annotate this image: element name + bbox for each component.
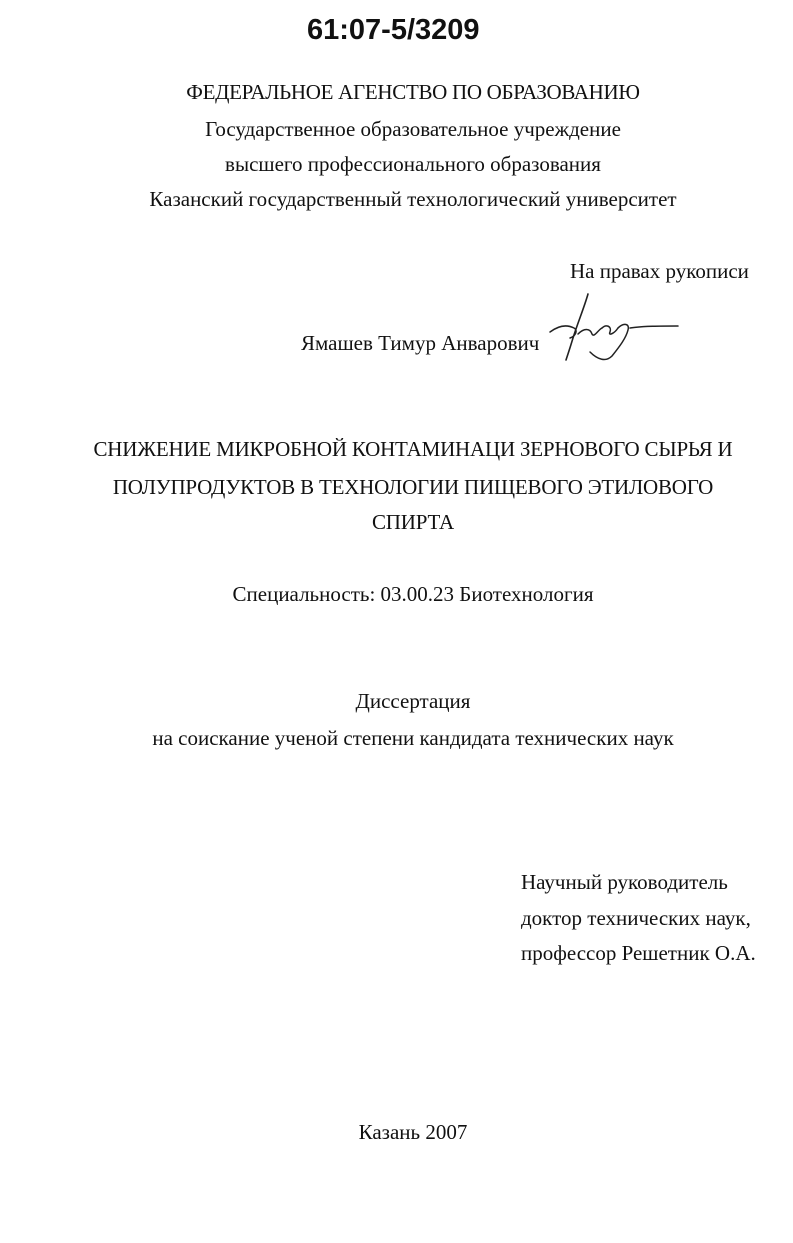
institution-line-2: высшего профессионального образования [225, 152, 601, 176]
supervisor-role: Научный руководитель [521, 870, 728, 894]
signature-icon [548, 290, 683, 365]
title-line-1: СНИЖЕНИЕ МИКРОБНОЙ КОНТАМИНАЦИ ЗЕРНОВОГО СЫРЬЯ И [93, 437, 733, 461]
catalog-number: 61:07-5/3209 [307, 14, 480, 46]
agency-heading: ФЕДЕРАЛЬНОЕ АГЕНСТВО ПО ОБРАЗОВАНИЮ [186, 80, 640, 104]
university-name: Казанский государственный технологический университет [149, 187, 677, 211]
institution-line-1: Государственное образовательное учреждение [205, 117, 621, 141]
dissertation-label: Диссертация [355, 689, 471, 713]
specialty: Специальность: 03.00.23 Биотехнология [232, 582, 594, 606]
supervisor-name: профессор Решетник О.А. [521, 941, 756, 965]
author-name: Ямашев Тимур Анварович [301, 331, 540, 355]
title-line-2: ПОЛУПРОДУКТОВ В ТЕХНОЛОГИИ ПИЩЕВОГО ЭТИЛОВОГО [112, 475, 714, 499]
degree-statement: на соискание ученой степени кандидата технических наук [152, 726, 674, 750]
title-line-3: СПИРТА [371, 510, 455, 534]
city-year: Казань 2007 [358, 1120, 468, 1144]
supervisor-degree: доктор технических наук, [521, 906, 751, 930]
manuscript-rights: На правах рукописи [570, 259, 749, 283]
